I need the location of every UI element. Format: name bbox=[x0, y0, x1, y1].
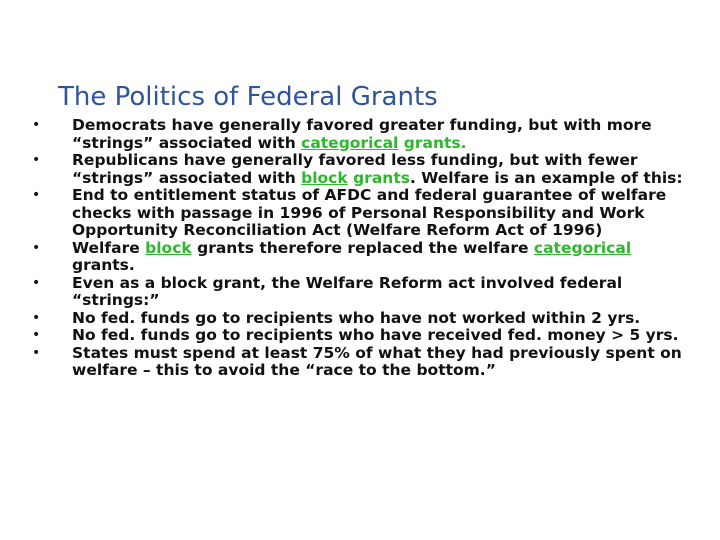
highlight-block: block bbox=[145, 238, 192, 257]
bullet-text: End to entitlement status of AFDC and federal guarantee of welfare checks with passage in 1996 of Personal Responsibility and Work Opportunity Reconciliation Act (Welfare Reform Act of 1996) bbox=[72, 186, 667, 239]
bullet-text: Even as a block grant, the Welfare Reform act involved federal “strings:” bbox=[72, 273, 623, 309]
bullet-item-worked bbox=[0, 310, 720, 328]
highlight-grants: grants. bbox=[398, 133, 467, 152]
bullet-item-strings bbox=[0, 275, 720, 310]
bullet-text-mid: grants therefore replaced the welfare bbox=[191, 238, 534, 257]
bullet-marker: • bbox=[32, 309, 41, 326]
highlight-grants: grants bbox=[347, 168, 410, 187]
bullet-text-post: grants. bbox=[72, 256, 135, 274]
slide-title: The Politics of Federal Grants bbox=[58, 82, 438, 113]
bullet-text-rest: . Welfare is an example of this: bbox=[409, 168, 683, 187]
bullet-item-afdc bbox=[0, 187, 720, 240]
bullet-marker: • bbox=[32, 344, 41, 361]
bullet-marker: • bbox=[32, 239, 41, 256]
bullet-text: States must spend at least 75% of what they had previously spent on welfare – this to avoid the “race to the bottom.” bbox=[72, 343, 682, 379]
bullet-text: Republicans have generally favored less funding, but with fewer “strings” associated with bbox=[72, 151, 638, 187]
bullet-text: No fed. funds go to recipients who have not worked within 2 yrs. bbox=[72, 308, 641, 327]
bullet-text: Democrats have generally favored greater funding, but with more “strings” associated with bbox=[72, 116, 652, 152]
bullet-marker: • bbox=[32, 274, 41, 291]
bullet-text: No fed. funds go to recipients who have received fed. money > 5 yrs. bbox=[72, 326, 679, 344]
highlight-categorical: categorical bbox=[301, 133, 399, 152]
highlight-categorical: categorical bbox=[533, 238, 632, 257]
bullet-item-welfare-block bbox=[0, 240, 720, 275]
bullet-item-republicans bbox=[0, 152, 720, 187]
bullet-text: Welfare bbox=[72, 238, 146, 257]
bullet-marker: • bbox=[32, 117, 41, 133]
bullet-item-states-spend bbox=[0, 345, 720, 380]
bullet-item-democrats bbox=[0, 117, 720, 152]
bullet-marker: • bbox=[32, 327, 41, 343]
bullet-item-five-years bbox=[0, 327, 720, 345]
highlight-block: block bbox=[301, 168, 348, 187]
bullet-marker: • bbox=[32, 152, 41, 168]
bullet-marker: • bbox=[32, 187, 41, 203]
bullet-list bbox=[0, 117, 720, 380]
